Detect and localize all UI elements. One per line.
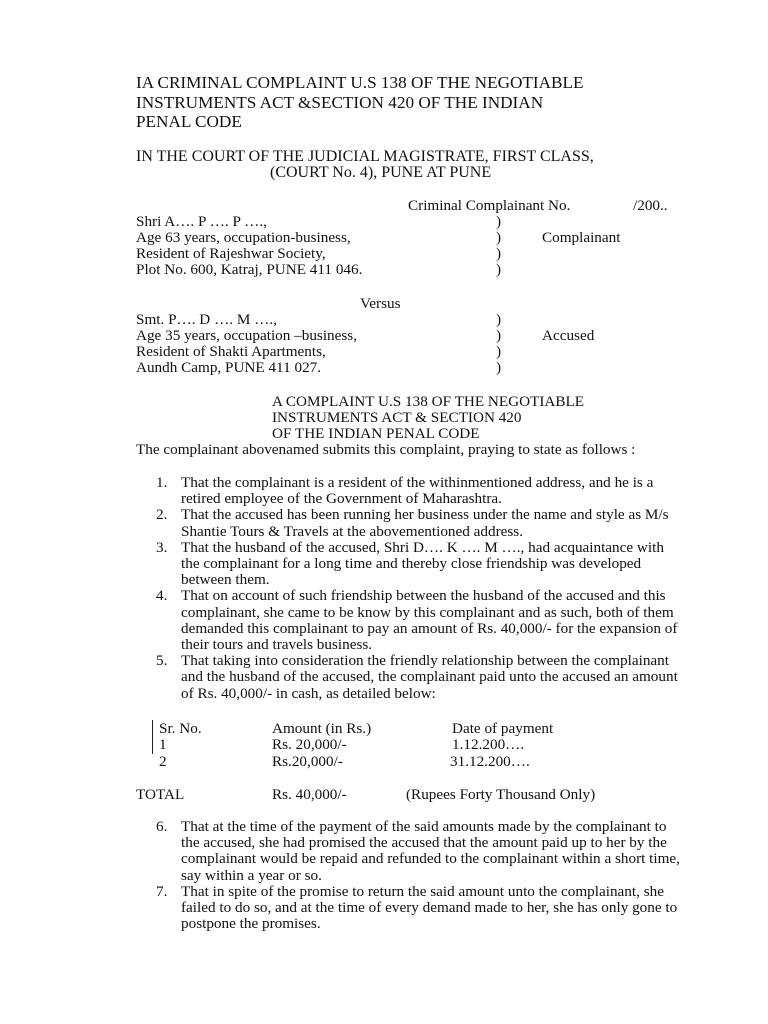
subject-line-2: INSTRUMENTS ACT & SECTION 420 bbox=[272, 409, 522, 426]
list-item bbox=[136, 475, 682, 507]
bracket: ) bbox=[496, 311, 502, 328]
list-item-number: 6. bbox=[156, 818, 168, 835]
table-header-sr-no: Sr. No. bbox=[159, 720, 202, 737]
list-item bbox=[136, 884, 682, 933]
table-cell-date: 1.12.200…. bbox=[452, 736, 525, 753]
list-item-text: That taking into consideration the friendly relationship between the complainant and the husband of the accused, the complainant paid unto the accused an amount of Rs. 40,000/- in cash, as detailed below: bbox=[181, 652, 678, 702]
versus-label: Versus bbox=[360, 295, 401, 312]
accused-address: Aundh Camp, PUNE 411 027. bbox=[136, 359, 322, 376]
list-item-number: 1. bbox=[156, 474, 168, 491]
list-item bbox=[136, 588, 682, 653]
complaint-paragraphs-6-7 bbox=[136, 819, 682, 932]
table-cell-amount: Rs. 20,000/- bbox=[272, 736, 347, 753]
subject-line-1: A COMPLAINT U.S 138 OF THE NEGOTIABLE bbox=[272, 393, 585, 410]
list-item-number: 7. bbox=[156, 882, 168, 900]
list-item-text: That on account of such friendship between the husband of the accused and this complainant, she came to be know by this complainant and as such, both of them demanded this complainant to pay an amount of Rs. 40,000/- for the expansion of their tours and travels business. bbox=[181, 587, 678, 654]
list-item-number: 2. bbox=[156, 506, 168, 524]
accused-name: Smt. P…. D …. M …., bbox=[136, 311, 277, 328]
table-header-date: Date of payment bbox=[452, 720, 554, 737]
bracket: ) bbox=[496, 327, 502, 344]
complainant-role: Complainant bbox=[542, 229, 621, 246]
list-item-number: 5. bbox=[156, 652, 168, 670]
table-cell-sr-no: 2 bbox=[159, 753, 167, 770]
title-line-2: INSTRUMENTS ACT &SECTION 420 OF THE INDIAN bbox=[136, 92, 544, 112]
list-item bbox=[136, 507, 682, 539]
bracket: ) bbox=[496, 343, 502, 360]
list-item-text: That the husband of the accused, Shri D…. K …. M …., had acquaintance with the complainant for a long time and thereby close friendship was developed between them. bbox=[181, 538, 664, 589]
table-cell-amount: Rs.20,000/- bbox=[272, 753, 343, 770]
list-item-text: That at the time of the payment of the said amounts made by the complainant to the accused, she had promised the accused that the amount paid up to her by the complainant would be repaid and refunded to the complainant within a short time, say within a year or so. bbox=[181, 818, 680, 884]
complainant-name: Shri A…. P …. P …., bbox=[136, 213, 267, 230]
complainant-age: Age 63 years, occupation-business, bbox=[136, 229, 351, 246]
table-left-border bbox=[152, 720, 153, 754]
complainant-residence: Resident of Rajeshwar Society, bbox=[136, 245, 326, 262]
title-line-3: PENAL CODE bbox=[136, 112, 242, 131]
list-item-number: 4. bbox=[156, 587, 168, 605]
title-line-1: IA CRIMINAL COMPLAINT U.S 138 OF THE NEGOTIABLE bbox=[136, 73, 584, 92]
document-title bbox=[136, 73, 584, 132]
case-number-label: Criminal Complainant No. bbox=[408, 197, 571, 214]
table-header-amount: Amount (in Rs.) bbox=[272, 720, 372, 737]
total-label: TOTAL bbox=[136, 786, 185, 803]
total-amount: Rs. 40,000/- bbox=[272, 786, 347, 803]
list-item-number: 3. bbox=[156, 538, 168, 556]
accused-role: Accused bbox=[542, 327, 595, 344]
intro-paragraph: The complainant abovenamed submits this complaint, praying to state as follows : bbox=[136, 441, 636, 458]
list-item-text: That the complainant is a resident of the withinmentioned address, and he is a retired employee of the Government of Maharashtra. bbox=[181, 474, 654, 508]
bracket: ) bbox=[496, 359, 502, 376]
list-item-text: That in spite of the promise to return the said amount unto the complainant, she failed to do so, and at the time of every demand made to her, she has only gone to postpone the promises. bbox=[181, 882, 678, 933]
table-cell-date: 31.12.200…. bbox=[450, 753, 530, 770]
case-number-year: /200.. bbox=[633, 197, 668, 214]
total-in-words: (Rupees Forty Thousand Only) bbox=[406, 786, 596, 803]
court-heading-line-1: IN THE COURT OF THE JUDICIAL MAGISTRATE, FIRST CLASS, bbox=[136, 148, 594, 165]
list-item bbox=[136, 819, 682, 884]
bracket: ) bbox=[496, 213, 502, 230]
bracket: ) bbox=[496, 229, 502, 246]
accused-residence: Resident of Shakti Apartments, bbox=[136, 343, 326, 360]
complaint-paragraphs-1-5 bbox=[136, 475, 682, 702]
court-heading-line-2: (COURT No. 4), PUNE AT PUNE bbox=[270, 164, 492, 181]
list-item bbox=[136, 653, 682, 702]
subject-line-3: OF THE INDIAN PENAL CODE bbox=[272, 425, 480, 442]
table-cell-sr-no: 1 bbox=[159, 736, 167, 753]
bracket: ) bbox=[496, 261, 502, 278]
list-item bbox=[136, 540, 682, 589]
accused-age: Age 35 years, occupation –business, bbox=[136, 327, 358, 344]
bracket: ) bbox=[496, 245, 502, 262]
list-item-text: That the accused has been running her business under the name and style as M/s Shantie Tours & Travels at the abovementioned address. bbox=[181, 506, 669, 540]
complainant-address: Plot No. 600, Katraj, PUNE 411 046. bbox=[136, 261, 363, 278]
